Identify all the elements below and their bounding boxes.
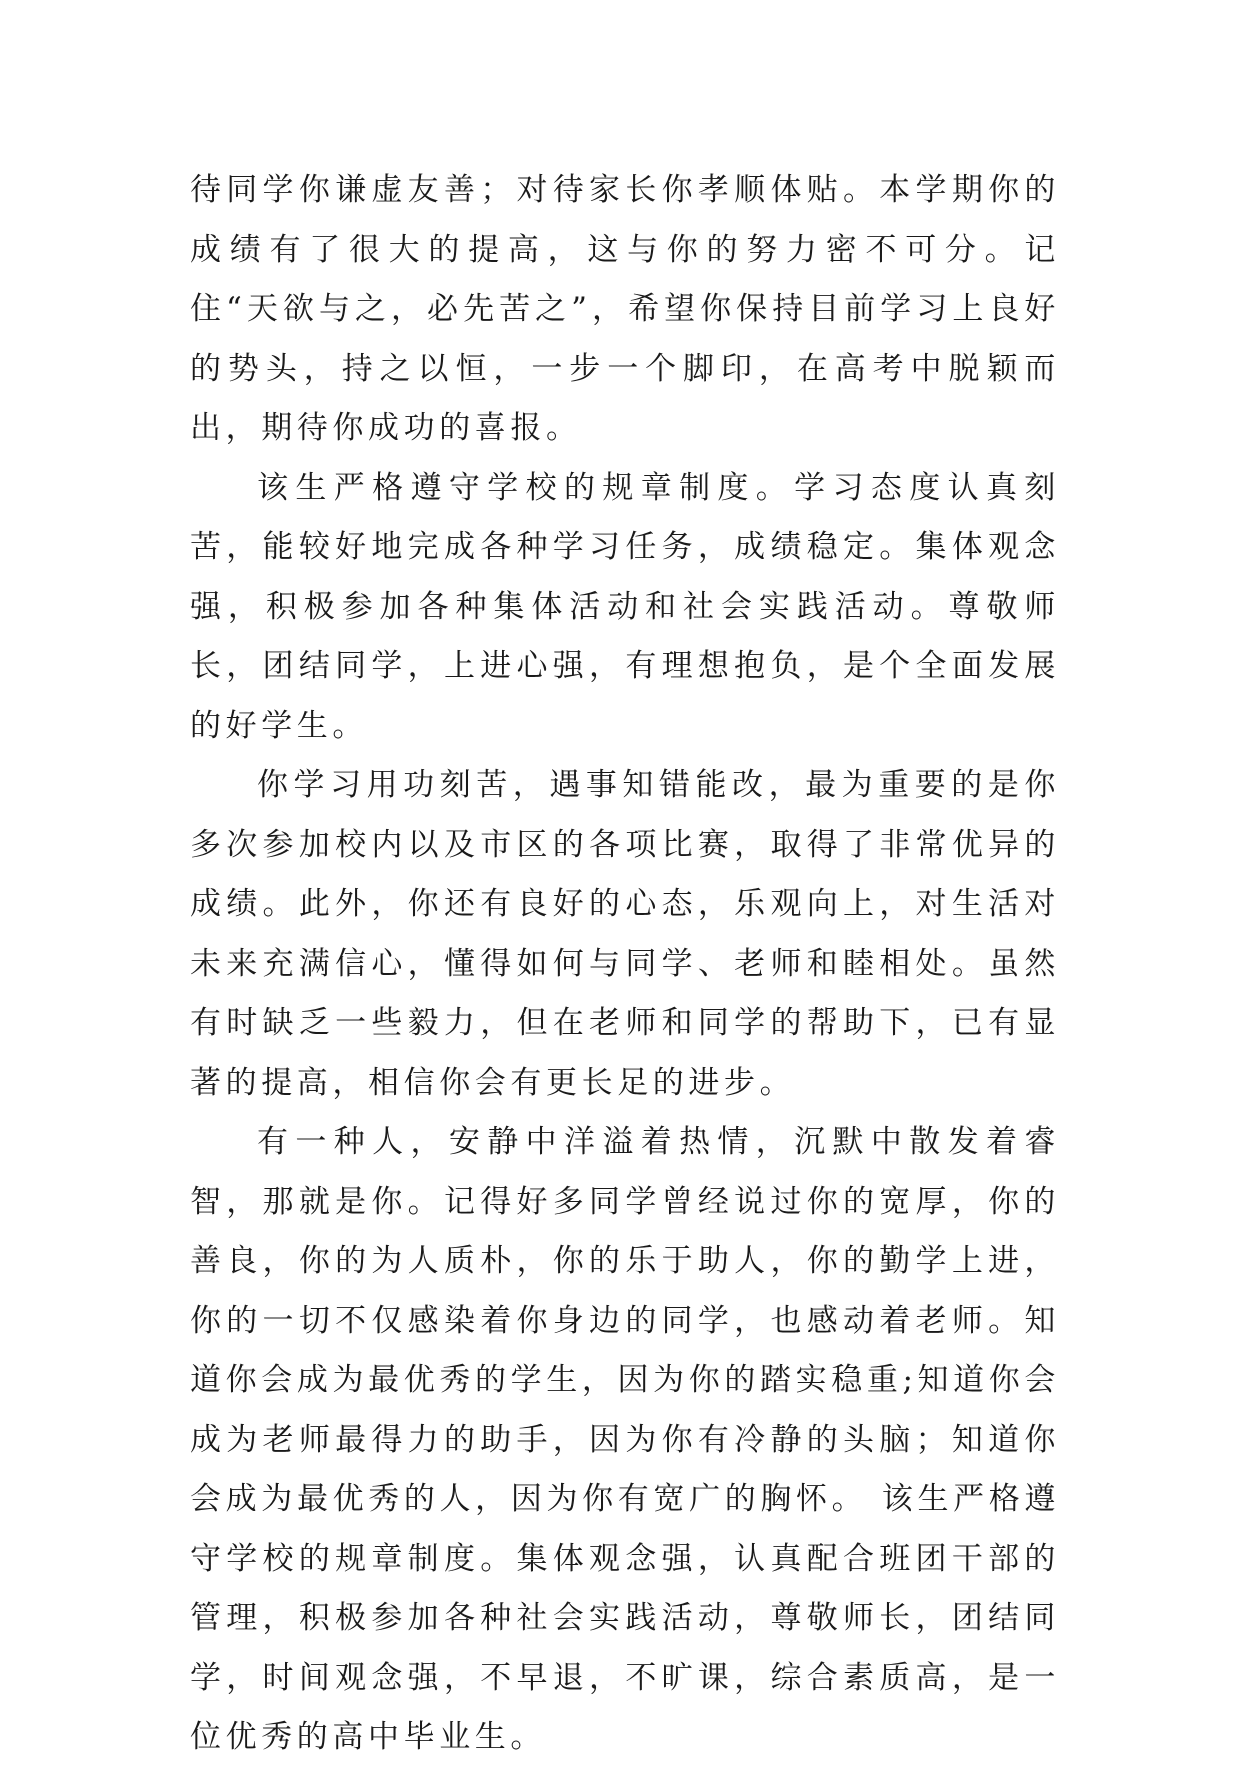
paragraph-3: 你学习用功刻苦，遇事知错能改，最为重要的是你多次参加校内以及市区的各项比赛，取得了非常优异的成绩。此外，你还有良好的心态，乐观向上，对生活对未来充满信心，懂得如何与同学、老师和睦相处。虽然有时缺乏一些毅力，但在老师和同学的帮助下，已有显著的提高，相信你会有更长足的进步。 <box>190 767 1060 1101</box>
document-body <box>190 161 1060 1768</box>
paragraph-1: 待同学你谦虚友善；对待家长你孝顺体贴。本学期你的成绩有了很大的提高，这与你的努力密不可分。记住“天欲与之，必先苦之”，希望你保持目前学习上良好的势头，持之以恒，一步一个脚印，在高考中脱颖而出，期待你成功的喜报。 <box>190 172 1060 446</box>
paragraph-4: 有一种人，安静中洋溢着热情，沉默中散发着睿智，那就是你。记得好多同学曾经说过你的宽厚，你的善良，你的为人质朴，你的乐于助人，你的勤学上进，你的一切不仅感染着你身边的同学，也感动着老师。知道你会成为最优秀的学生，因为你的踏实稳重;知道你会成为老师最得力的助手，因为你有冷静的头脑；知道你会成为最优秀的人，因为你有宽广的胸怀。 该生严格遵守学校的规章制度。集体观念强，认真配合班团干部的管理，积极参加各种社会实践活动，尊敬师长，团结同学，时间观念强，不早退，不旷课，综合素质高，是一位优秀的高中毕业生。 <box>190 1124 1060 1755</box>
paragraph-2: 该生严格遵守学校的规章制度。学习态度认真刻苦，能较好地完成各种学习任务，成绩稳定。集体观念强，积极参加各种集体活动和社会实践活动。尊敬师长，团结同学，上进心强，有理想抱负，是个全面发展的好学生。 <box>190 469 1060 744</box>
